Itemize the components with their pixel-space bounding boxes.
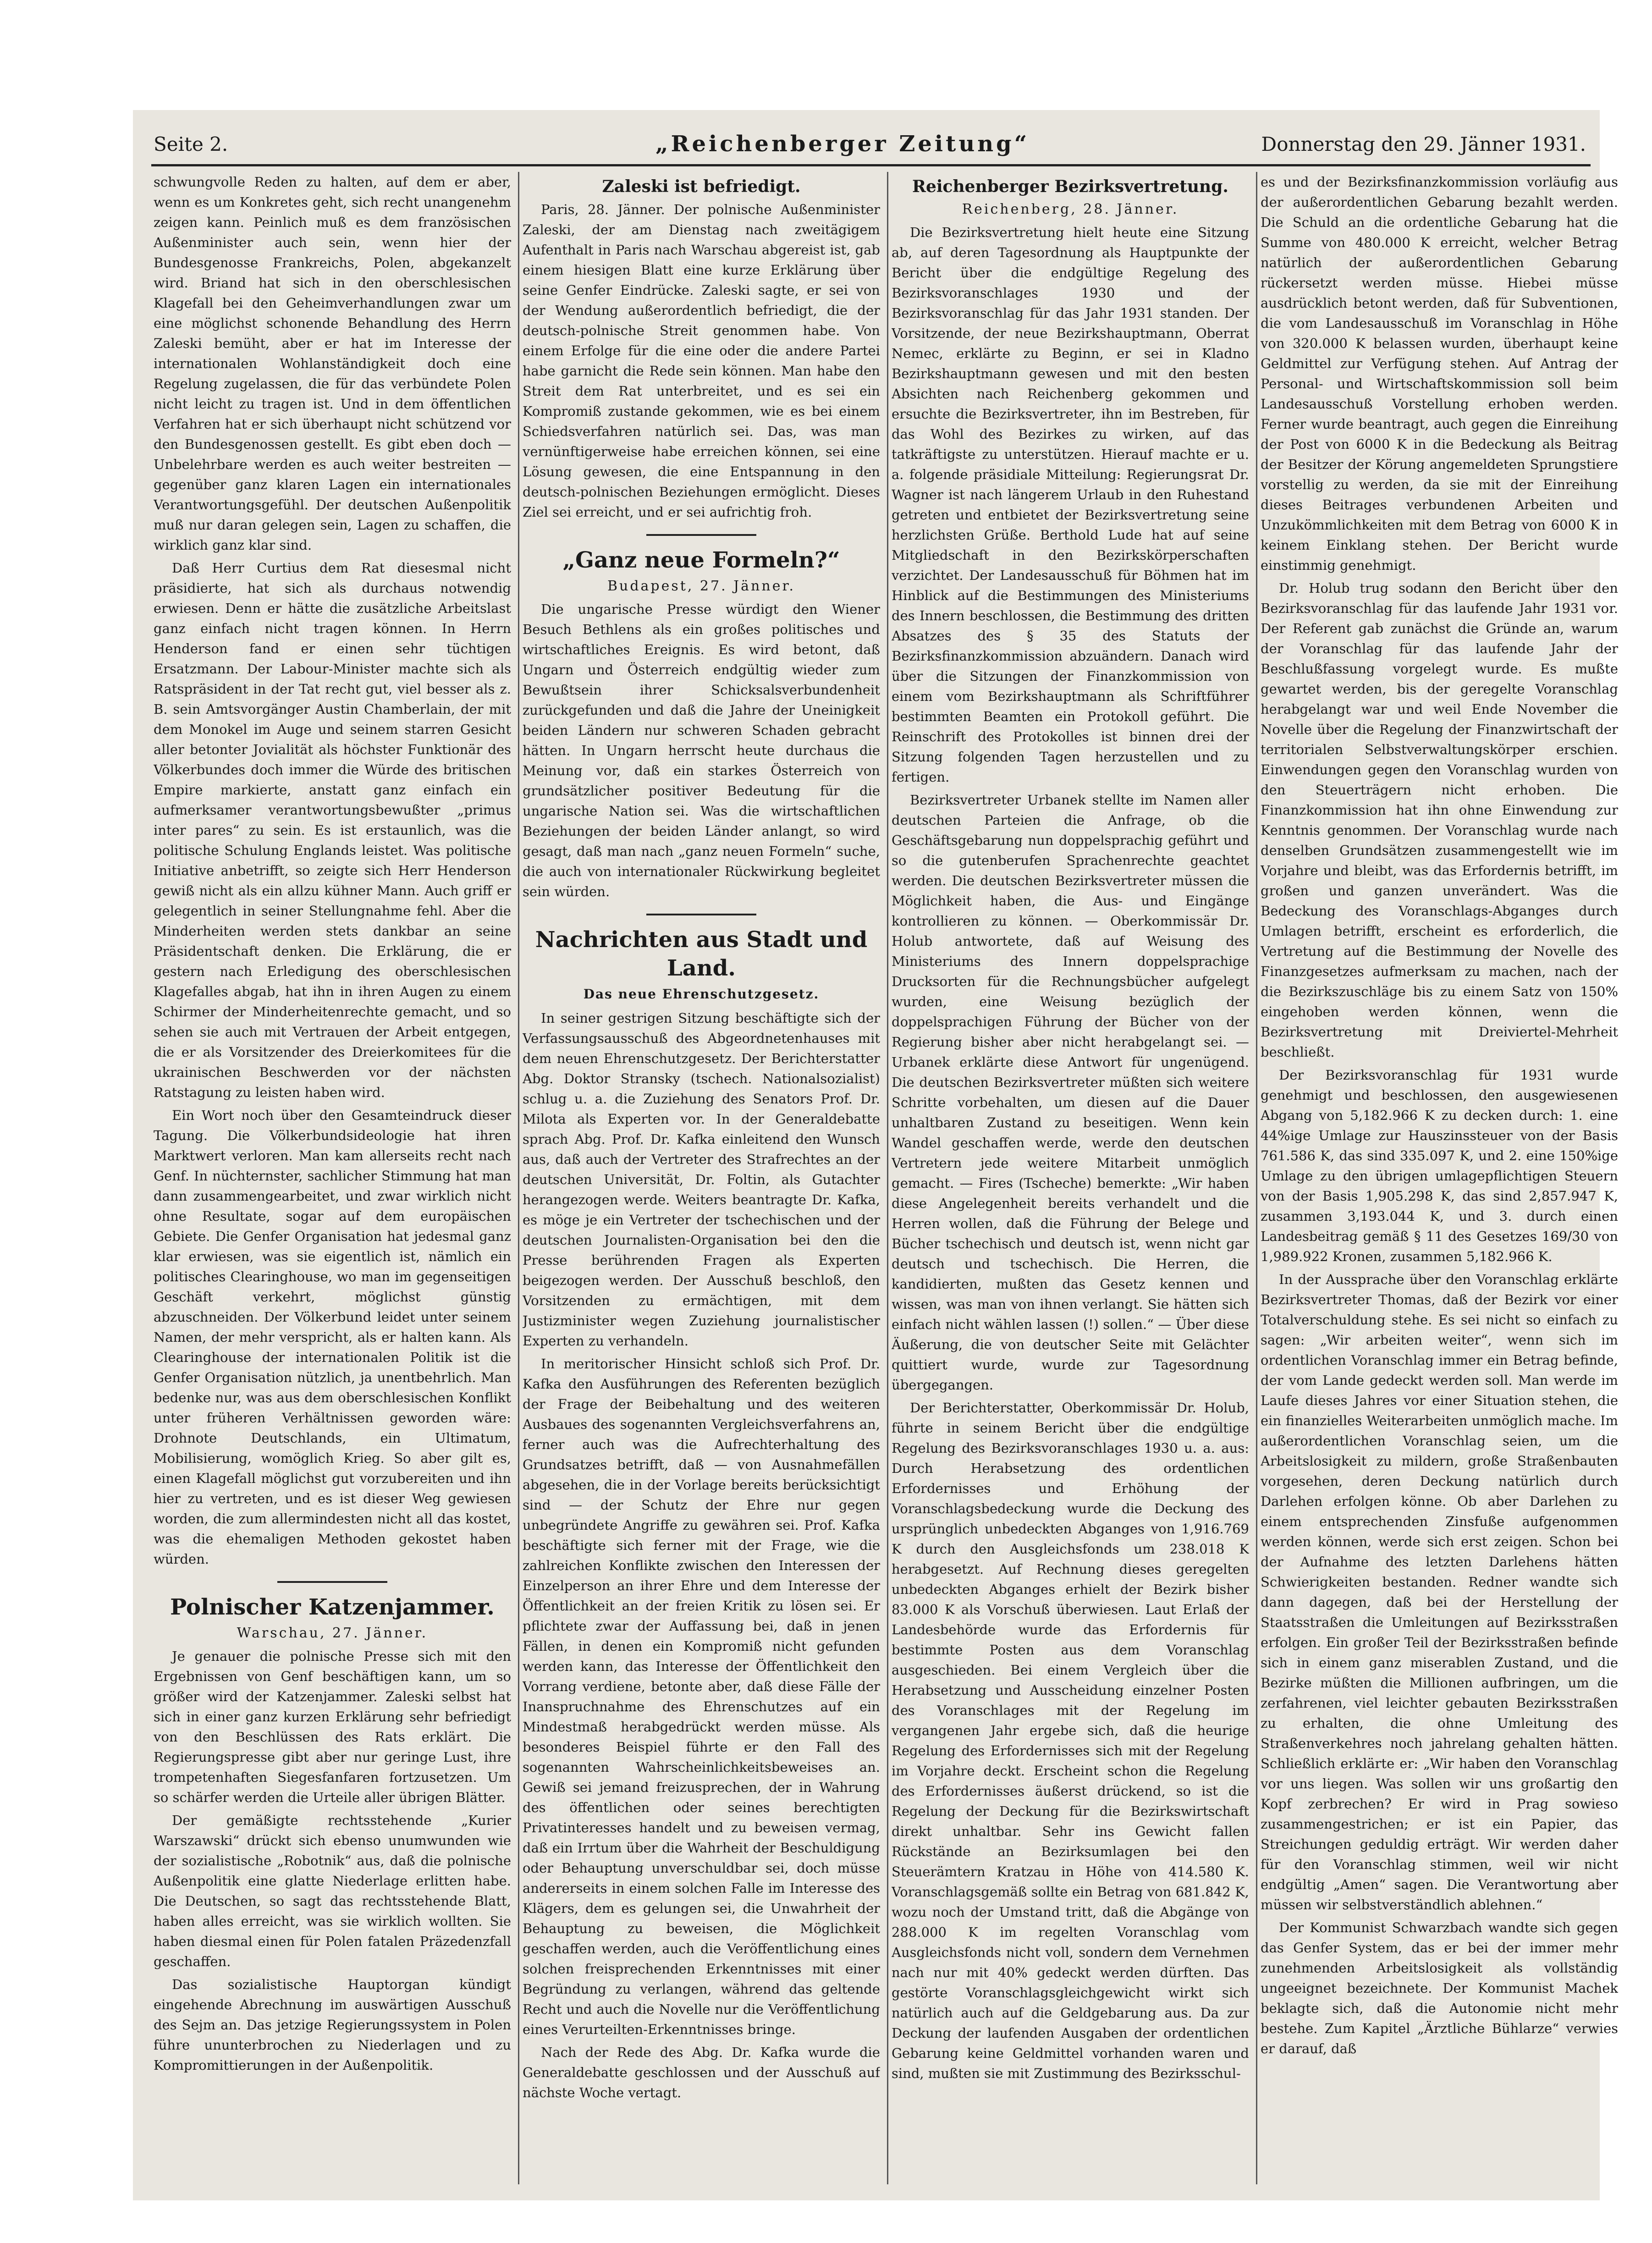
article-title: Reichenberger Bezirksvertretung. [912, 177, 1228, 196]
paragraph: Dr. Holub trug sodann den Bericht über den Bezirksvoranschlag für das laufende Jahr 1931 vor. Der Referent gab zunächst die Gründe an, warum der Voranschlag für das laufende Jahr der Beschlußfassung vorgelegt wurde. Es mußte gewartet werden, bis der geregelte Voranschlag herabgelangt war und weil Ende November die Novelle über die Regelung der Finanzwirtschaft der territorialen Selbstverwaltungskörper erschien. Einwendungen gegen den Voranschlag wurden von den Steuerträgern nicht erhoben. Die Finanzkommission hat ihn ohne Einwendung zur Kenntnis genommen. Der Voranschlag wurde nach denselben Grundsätzen zusammengestellt wie im Vorjahre und bleibt, was das Erfordernis betrifft, im großen und ganzen unverändert. Was die Bedeckung des Voranschlags-Abganges durch Umlagen betrifft, erscheint es erforderlich, die Vertretung auf die Bestimmung der Novelle des Finanzgesetzes aufmerksam zu machen, nach der die Bezirkszuschläge bis zu einem Satz von 150% eingehoben werden können, wenn die Bezirksvertretung mit Dreiviertel-Mehrheit beschließt. [1261, 580, 1618, 1060]
paragraph: In seiner gestrigen Sitzung beschäftigte sich der Verfassungsausschuß des Abgeordnetenhauses mit dem neuen Ehrenschutzgesetz. Der Berichterstatter Abg. Doktor Stransky (tschech. Nationalsozialist) schlug u. a. die Zuziehung des Senators Prof. Dr. Milota als Experten vor. In der Generaldebatte sprach Abg. Prof. Dr. Kafka einleitend den Wunsch aus, daß auch der Vertreter des Strafrechtes an der deutschen Universität, Dr. Foltin, als Gutachter herangezogen werde. Weiters beantragte Dr. Kafka, es möge je ein Vertreter der tschechischen und der deutschen Journalisten-Organisation bei den die Presse berührenden Fragen als Experten beigezogen werden. Der Ausschuß beschloß, den Vorsitzenden zu ermächtigen, mit dem Justizminister wegen Zuziehung journalistischer Experten zu verhandeln. [523, 1010, 880, 1349]
paragraph: In der Aussprache über den Voranschlag erklärte Bezirksvertreter Thomas, daß der Bezirk vor einer Totalverschuldung stehe. Es sei nicht so einfach zu sagen: „Wir arbeiten weiter“, wenn sich im ordentlichen Voranschlag immer ein Betrag befinde, der vom Lande gedeckt werden soll. Man werde im Laufe dieses Jahres vor einer Situation stehen, die ein finanzielles Weiterarbeiten unmöglich mache. Im außerordentlichen Voranschlag seien, um die Arbeitslosigkeit zu mildern, große Straßenbauten vorgesehen, deren Deckung natürlich durch Darlehen erfolgen könne. Ob aber Darlehen zu einem entsprechenden Zinsfuße aufgenommen werden können, werde sich erst zeigen. Schon bei der Aufnahme des letzten Darlehens hätten Schwierigkeiten bestanden. Redner wandte sich dann dagegen, daß bei der Herstellung der Staatsstraßen die Umleitungen auf Bezirksstraßen erfolgen. Ein großer Teil der Bezirksstraßen befinde sich in einem ganz miserablen Zustand, und die Bezirke müßten die Millionen aufbringen, um die zerfahrenen, viel leichter gebauten Bezirksstraßen zu erhalten, die ohne Umleitung des Straßenverkehres noch jahrelang gehalten hätten. Schließlich erklärte er: „Wir haben den Voranschlag vor uns liegen. Was sollen wir uns großartig den Kopf zerbrechen? Er wird in Prag sowieso zusammengestrichen; er ist ein Papier, das Streichungen geduldig erträgt. Wir werden daher für den Voranschlag stimmen, weil wir nicht endgültig „Amen“ sagen. Die Verantwortung aber müssen wir selbstverständlich ablehnen.“ [1261, 1272, 1618, 1912]
dateline: Reichenberg, 28. Jänner. [962, 201, 1179, 217]
column-2 [523, 172, 880, 2184]
section-title: Nachrichten aus Stadt und Land. [535, 927, 868, 981]
paragraph: es und der Bezirksfinanzkommission vorläufig aus der außerordentlichen Gebarung bezahlt werden. Die Schuld an die ordentliche Gebarung hat die Summe von 480.000 K erreicht, welcher Betrag natürlich der außerordentlichen Gebarung rückersetzt werden müsse. Hiebei müsse ausdrücklich betont werden, daß für Subventionen, die vom Landesausschuß im Voranschlag in Höhe von 320.000 K belassen wurden, überhaupt keine Geldmittel zur Verfügung stehen. Auf Antrag der Personal- und Wirtschaftskommission soll beim Landesausschuß Vorstellung erhoben werden. Ferner wurde beantragt, auch gegen die Einreihung der Post von 6000 K in die Bedeckung als Beitrag der Besitzer der Körung angemeldeten Sprungstiere vorstellig zu werden, da sie mit der Einreihung dieses Beitrages verbundenen Arbeiten und Unzukömmlichkeiten mit dem Betrag von 6000 K in keinem Einklang stehen. Der Bericht wurde einstimmig genehmigt. [1261, 174, 1618, 573]
newspaper-page [133, 110, 1618, 2200]
paragraph: Der Bezirksvoranschlag für 1931 wurde genehmigt und beschlossen, den ausgewiesenen Abgang von 5,182.966 K zu decken durch: 1. eine 44%ige Umlage zur Hauszinssteuer von der Basis 761.586 K, das sind 335.097 K, und 2. eine 150%ige Umlage zu den übrigen umlagepflichtigen Steuern von der Basis 1,905.298 K, das sind 2,857.947 K, zusammen 3,193.044 K, und 3. durch einen Landesbeitrag gemäß § 11 des Gesetzes 169/30 von 1,989.922 Kronen, zusammen 5,182.966 K. [1261, 1067, 1618, 1264]
paragraph: schwungvolle Reden zu halten, auf dem er aber, wenn es um Konkretes geht, sich recht unangenehm zeigen kann. Peinlich muß es dem französischen Außenminister auch sein, wenn hier der Bundesgenosse Frankreichs, Polen, abgekanzelt wird. Briand hat sich in den oberschlesischen Klagefall bei den Geheimverhandlungen zwar um eine möglichst schonende Behandlung des Herrn Zaleski bemüht, aber er hat im Interesse der internationalen Wohlanständigkeit doch eine Regelung zugelassen, die für das verbündete Polen nicht leicht zu tragen ist. Und in dem öffentlichen Verfahren hat er sich überhaupt nicht schützend vor den Bundesgenossen gestellt. Es gibt eben doch — Unbelehrbare werden es auch weiter bestreiten — gegenüber ganz klaren Lagen ein internationales Verantwortungsgefühl. Der deutschen Außenpolitik muß nur daran gelegen sein, Lagen zu schaffen, die wirklich ganz klar sind. [154, 174, 511, 553]
column-rule [518, 172, 519, 2184]
paragraph: Der Berichterstatter, Oberkommissär Dr. Holub, führte in seinem Bericht über die endgültige Regelung des Bezirksvoranschlages 1930 u. a. aus: Durch Herabsetzung des ordentlichen Erfordernisses und Erhöhung der Voranschlagsbedeckung wurde die Deckung des ursprünglich unbedeckten Abganges von 1,916.769 K durch den Ausgleichsfonds um 238.018 K herabgesetzt. Auf Rechnung dieses geregelten unbedeckten Abganges erhielt der Bezirk bisher 83.000 K als Vorschuß überwiesen. Laut Erlaß der Landesbehörde wurde das Erfordernis für bestimmte Posten aus dem Voranschlag ausgeschieden. Bei einem Vergleich über die Herabsetzung und Ausscheidung einzelner Posten des Voranschlages mit der Regelung im vergangenen Jahr ergebe sich, daß die heurige Regelung des Erfordernisses sich mit der Regelung im Vorjahre deckt. Erscheint schon die Regelung des Erfordernisses äußerst drückend, so ist die Regelung der Deckung für die Bezirkswirtschaft direkt unhaltbar. Sehr ins Gewicht fallen Rückstände an Bezirksumlagen bei den Steuerämtern Kratzau in Höhe von 414.580 K. Voranschlagsgemäß sollte ein Betrag von 681.842 K, wozu noch der Umstand tritt, daß die Abgänge von 288.000 K im regelten Voranschlag vom Ausgleichsfonds nicht voll, sondern dem Vernehmen nach nur mit 40% gedeckt werden dürften. Das gestörte Voranschlagsgleichgewicht wirkt sich natürlich auch auf die Geldgebarung aus. Da zur Deckung der laufenden Ausgaben der ordentlichen Gebarung keine Geldmittel vorhanden waren und sind, mußten sie mit Zustimmung des Bezirksschul- [892, 1400, 1249, 2081]
paragraph: Paris, 28. Jänner. Der polnische Außenminister Zaleski, der am Dienstag nach zweitägigem Aufenthalt in Paris nach Warschau abgereist ist, gab einem hiesigen Blatt eine kurze Erklärung über seine Genfer Eindrücke. Zaleski sagte, er sei von der Wendung außerordentlich befriedigt, die der deutsch-polnische Streit genommen habe. Von einem Erfolge für die eine oder die andere Partei habe garnicht die Rede sein können. Man habe den Streit dem Rat unterbreitet, und es sei ein Kompromiß zustande gekommen, wie es bei einem Schiedsverfahren natürlich sei. Das, was man vernünftigerweise habe erreichen können, sei eine Lösung gewesen, die eine Entspannung in den deutsch-polnischen Beziehungen ermöglicht. Dieses Ziel sei erreicht, und er sei aufrichtig froh. [523, 202, 880, 520]
article-separator [646, 914, 756, 915]
paragraph: Der gemäßigte rechtsstehende „Kurier Warszawski“ drückt sich ebenso unumwunden wie der sozialistische „Robotnik“ aus, daß die polnische Außenpolitik eine glatte Niederlage erlitten habe. Die Deutschen, so sagt das rechtsstehende Blatt, haben alles erreicht, was sie wirklich wollten. Sie haben diesmal einen für Polen fatalen Präzedenzfall geschaffen. [154, 1813, 511, 1969]
paragraph: Nach der Rede des Abg. Dr. Kafka wurde die Generaldebatte geschlossen und der Ausschuß auf nächste Woche vertagt. [523, 2045, 880, 2100]
dateline: Warschau, 27. Jänner. [237, 1625, 428, 1641]
newspaper-title: „Reichenberger Zeitung“ [655, 131, 1030, 157]
paragraph: Daß Herr Curtius dem Rat diesesmal nicht präsidierte, hat sich als durchaus notwendig erwiesen. Denn er hätte die zusätzliche Arbeitslast ganz einfach nicht tragen können. In Herrn Henderson fand er einen sehr tüchtigen Ersatzmann. Der Labour-Minister machte sich als Ratspräsident in der Tat recht gut, viel besser als z. B. sein Amtsvorgänger Austin Chamberlain, der mit dem Monokel im Auge und seinem starren Gesicht aller betonter Jovialität als höchster Funktionär des Völkerbundes doch immer die Würde des britischen Empire markierte, anstatt ganz einfach ein aufmerksamer verantwortungsbewußter „primus inter pares“ zu sein. Es ist erstaunlich, was die politische Schulung Englands leistet. Was politische Initiative anbetrifft, so zeigte sich Herr Henderson gewiß nicht als ein allzu kühner Mann. Auch griff er gelegentlich in seiner Stellungnahme fehl. Aber die Minderheiten werden stets dankbar an seine Präsidentschaft denken. Die Erklärung, die er gestern nach Erledigung des oberschlesischen Klagefalles abgab, hat ihn in ihren Augen zu einem Schirmer der Minderheitenrechte gemacht, und so sehen sie auch mit Vertrauen der Arbeit entgegen, die er als Vorsitzender des Dreierkomitees für die ukrainischen Beschwerden vor der nächsten Ratstagung zu leisten haben wird. [154, 560, 511, 1100]
article-title: Polnischer Katzenjammer. [170, 1594, 495, 1620]
paragraph: Das sozialistische Hauptorgan kündigt eingehende Abrechnung im auswärtigen Ausschuß des Sejm an. Das jetzige Regierungssystem in Polen führe ununterbrochen zu Niederlagen und zu Kompromittierungen in der Außenpolitik. [154, 1977, 511, 2073]
issue-date: Donnerstag den 29. Jänner 1931. [1261, 133, 1586, 155]
article-subhead: Das neue Ehrenschutzgesetz. [583, 986, 820, 1002]
article-title: „Ganz neue Formeln?“ [562, 547, 840, 573]
paragraph: Die ungarische Presse würdigt den Wiener Besuch Bethlens als ein großes politisches und wirtschaftliches Ereignis. Es wird betont, daß Ungarn und Österreich endgültig wieder zum Bewußtsein ihrer Schicksalsverbundenheit zurückgefunden und daß die Jahre der Uneinigkeit beiden Ländern nur schweren Schaden gebracht hätten. In Ungarn herrscht heute durchaus die Meinung vor, daß ein starkes Österreich von grundsätzlicher positiver Bedeutung für die ungarische Nation sei. Was die wirtschaftlichen Beziehungen der beiden Länder anlangt, so wird gesagt, daß man nach „ganz neuen Formeln“ suche, die auch von internationaler Rückwirkung begleitet sein würden. [523, 601, 880, 899]
header-rule [151, 164, 1591, 166]
article-separator [646, 534, 756, 536]
column-4 [1261, 172, 1618, 2184]
paragraph: Der Kommunist Schwarzbach wandte sich gegen das Genfer System, das er bei der immer mehr zunehmenden Arbeitslosigkeit als vollständig ungeeignet bezeichnete. Der Kommunist Machek beklagte sich, daß die Autonomie nicht mehr bestehe. Zum Kapitel „Ärztliche Bühlarze“ verwies er darauf, daß [1261, 1920, 1618, 2056]
paragraph: Bezirksvertreter Urbanek stellte im Namen aller deutschen Parteien die Anfrage, ob die Geschäftsgebarung nun doppelsprachig geführt und so die gutenberufen Sprachenrechte geachtet werden. Die deutschen Bezirksvertreter müssen die Möglichkeit haben, die Aus- und Eingänge kontrollieren zu können. — Oberkommissär Dr. Holub antwortete, daß auf Weisung des Ministeriums des Innern doppelsprachige Drucksorten für die Rechnungsbücher aufgelegt wurden, eine Weisung bezüglich der doppelsprachigen Führung der Bücher von der Regierung bisher aber nicht herabgelangt sei. — Urbanek erklärte diese Antwort für ungenügend. Die deutschen Bezirksvertreter müßten sich weitere Schritte vorbehalten, um diesen auf die Dauer unhaltbaren Zustand zu beseitigen. Wenn kein Wandel geschaffen werde, werde den deutschen Vertretern jede weitere Mitarbeit unmöglich gemacht. — Fires (Tscheche) bemerkte: „Wir haben diese Angelegenheit bereits verhandelt und die Herren wollen, daß die Führung der Belege und Bücher tschechisch und deutsch ist, wenn nicht gar deutsch und tschechisch. Die Herren, die kandidierten, mußten das Gesetz kennen und wissen, was man von ihnen verlangt. Sie hätten sich einfach nicht wählen lassen (!) sollen.“ — Über diese Äußerung, die von deutscher Seite mit Gelächter quittiert wurde, wurde zur Tagesordnung übergegangen. [892, 792, 1249, 1393]
article-separator [277, 1581, 387, 1583]
column-3 [892, 172, 1249, 2184]
paragraph: In meritorischer Hinsicht schloß sich Prof. Dr. Kafka den Ausführungen des Referenten bezüglich der Frage der Beibehaltung und des weiteren Ausbaues des sogenannten Vergleichsverfahrens an, ferner auch was die Aufrechterhaltung des Grundsatzes betrifft, daß — von Ausnahmefällen abgesehen, die in der Vorlage bereits berücksichtigt sind — der Schutz der Ehre nur gegen unbegründete Angriffe zu gewähren sei. Prof. Kafka beschäftigte sich ferner mit der Frage, wie die zahlreichen Konflikte zwischen den Interessen der Einzelperson an ihrer Ehre und dem Interesse der Öffentlichkeit an der freien Kritik zu lösen sei. Er pflichtete zwar der Auffassung bei, daß in jenen Fällen, in denen ein Kompromiß nicht gefunden werden kann, das Interesse der Öffentlichkeit den Vorrang verdiene, betonte aber, daß diese Fälle der Inanspruchnahme des Ehrenschutzes auf ein Mindestmaß herabgedrückt werden müsse. Als besonderes Beispiel führte er den Fall des sogenannten Wahrscheinlichkeitsbeweises an. Gewiß sei jemand freizusprechen, der in Wahrung des öffentlichen oder seines berechtigten Privatinteresses handelt und zu beweisen vermag, daß ein Irrtum über die Wahrheit der Beschuldigung oder Behauptung unverschuldbar sei, doch müsse andererseits in einem solchen Falle im Interesse des Klägers, dem es gelungen sei, die Unwahrheit der Behauptung zu beweisen, die Möglichkeit geschaffen werden, auch die Veröffentlichung eines solchen freisprechenden Erkenntnisses mit einer Begründung zu verlangen, während das geltende Recht und auch die Novelle nur die Veröffentlichung eines Verurteilten-Erkenntnisses bringe. [523, 1356, 880, 2037]
paragraph: Je genauer die polnische Presse sich mit den Ergebnissen von Genf beschäftigen kann, um so größer wird der Katzenjammer. Zaleski selbst hat sich in einer ganz kurzen Erklärung sehr befriedigt von den Beschlüssen des Rats erklärt. Die Regierungspresse gibt aber nur geringe Lust, ihre trompetenhaften Siegesfanfaren fortzusetzen. Um so schärfer werden die Urteile aller übrigen Blätter. [154, 1648, 511, 1805]
dateline: Budapest, 27. Jänner. [607, 578, 796, 594]
page-header [133, 128, 1600, 165]
page-number: Seite 2. [154, 133, 228, 155]
paragraph: Die Bezirksvertretung hielt heute eine Sitzung ab, auf deren Tagesordnung als Hauptpunkte der Bericht über die endgültige Regelung des Bezirksvoranschlages 1930 und der Bezirksvoranschlag für das Jahr 1931 standen. Der Vorsitzende, der neue Bezirkshauptmann, Oberrat Nemec, erklärte zu Beginn, er sei in Kladno Bezirkshauptmann gewesen und mit den besten Absichten nach Reichenberg gekommen und ersuchte die Bezirksvertreter, ihn im Bestreben, für das Wohl des Bezirkes zu wirken, auf das tatkräftigste zu unterstützen. Hierauf machte er u. a. folgende präsidiale Mitteilung: Regierungsrat Dr. Wagner ist nach längerem Urlaub in den Ruhestand getreten und entbietet der Bezirksvertretung seine herzlichsten Grüße. Berthold Lude hat auf seine Mitgliedschaft in den Bezirkskörperschaften verzichtet. Der Landesausschuß für Böhmen hat im Hinblick auf die Bestimmungen des Ministeriums des Innern beschlossen, die Bestimmung des dritten Absatzes des § 35 des Statuts der Bezirksfinanzkommission abzuändern. Danach wird über die Sitzungen der Finanzkommission von einem vom Bezirkshauptmann als Schriftführer bestimmten Beamten ein Protokoll geführt. Die Reinschrift des Protokolles ist binnen drei der Sitzung folgenden Tagen herzustellen und zu fertigen. [892, 225, 1249, 785]
column-1 [154, 172, 511, 2184]
paragraph: Ein Wort noch über den Gesamteindruck dieser Tagung. Die Völkerbundsideologie hat ihren Marktwert verloren. Man kam allerseits recht nach Genf. In nüchternster, sachlicher Stimmung hat man dann zusammengearbeitet, und zwar wirklich nicht ohne Resultate, sogar auf dem europäischen Gebiete. Die Genfer Organisation hat jedesmal ganz klar erwiesen, was sie eigentlich ist, nämlich ein politisches Clearinghouse, wo man im gegenseitigen Geschäft verkehrt, möglichst günstig abzuschneiden. Der Völkerbund leidet unter seinem Namen, der mehr verspricht, als er halten kann. Als Clearinghouse der internationalen Politik ist die Genfer Organisation nützlich, ja unentbehrlich. Man bedenke nur, was aus dem oberschlesischen Konflikt unter früheren Verhältnissen geworden wäre: Drohnote Deutschlands, ein Ultimatum, Mobilisierung, womöglich Krieg. So aber gilt es, einen Klagefall möglichst gut vorzubereiten und ihn hier zu vertreten, und es ist dieser Weg gewiesen worden, die zum allermindesten nicht all das kostet, was die ehemaligen Methoden gekostet haben würden. [154, 1108, 511, 1567]
column-rule [1256, 172, 1257, 2184]
article-title: Zaleski ist befriedigt. [602, 177, 801, 196]
column-rule [887, 172, 888, 2184]
